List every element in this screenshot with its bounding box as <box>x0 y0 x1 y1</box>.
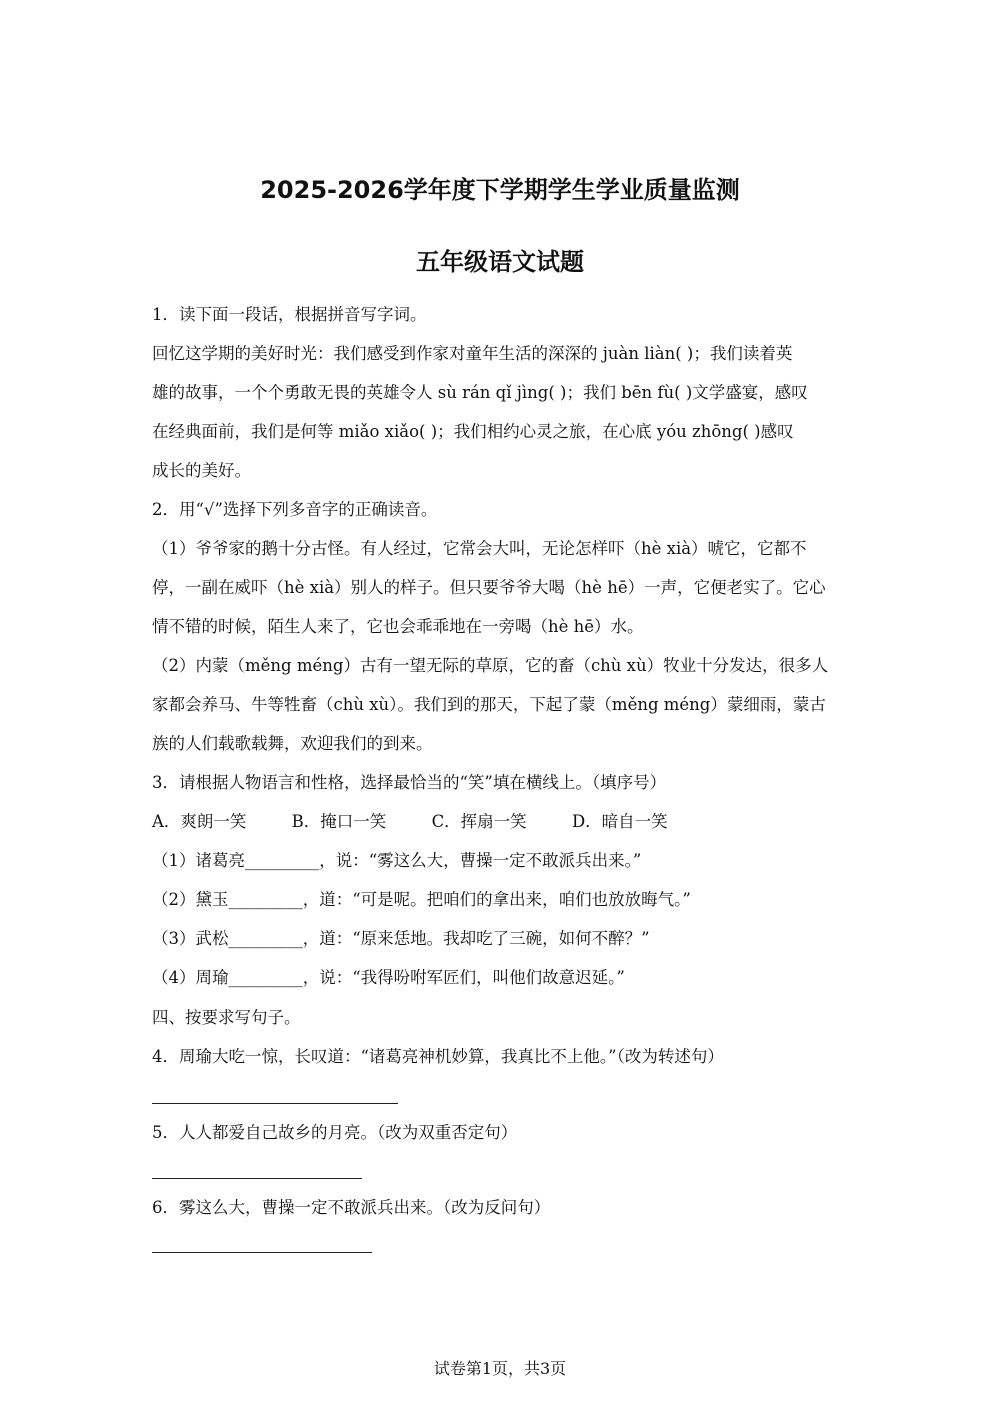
q2-stem: 2．用“√”选择下列多音字的正确读音。 <box>152 500 438 519</box>
exam-title: 2025-2026学年度下学期学生学业质量监测 <box>260 176 740 204</box>
q6-answer-line[interactable] <box>152 1251 372 1253</box>
q2-p1-line-3: 情不错的时候，陌生人来了，它也会乖乖地在一旁喝（hè hē）水。 <box>152 617 644 636</box>
q2-p1-line-1: （1）爷爷家的鹅十分古怪。有人经过，它常会大叫，无论怎样吓（hè xià）唬它，它都不 <box>152 539 807 558</box>
page-footer: 试卷第1页，共3页 <box>433 1359 567 1378</box>
q3-option-b: B．掩口一笑 <box>291 812 387 831</box>
q2-p1-line-2: 停，一副在威吓（hè xià）别人的样子。但只要爷爷大喝（hè hē）一声，它便老实了。它心 <box>152 578 826 597</box>
q3-option-c: C．挥扇一笑 <box>431 812 527 831</box>
q2-p2-line-3: 族的人们载歌载舞，欢迎我们的到来。 <box>152 734 433 753</box>
q3-option-d: D．暗自一笑 <box>571 812 668 831</box>
q3-item-2: （2）黛玉_________，道：“可是呢。把咱们的拿出来，咱们也放放晦气。” <box>152 890 691 909</box>
q4-answer-line[interactable] <box>152 1102 398 1104</box>
q1-line-2: 雄的故事，一个个勇敢无畏的英雄令人 sù rán qǐ jìng( )；我们 bēn fù( )文学盛宴，感叹 <box>152 383 808 402</box>
section-4-heading: 四、按要求写句子。 <box>152 1008 301 1027</box>
q3-item-1: （1）诸葛亮_________，说：“雾这么大，曹操一定不敢派兵出来。” <box>152 851 642 870</box>
q3-option-a: A．爽朗一笑 <box>152 812 247 831</box>
q1-stem: 1．读下面一段话，根据拼音写字词。 <box>152 305 427 324</box>
q5-stem: 5．人人都爱自己故乡的月亮。（改为双重否定句） <box>152 1123 518 1142</box>
q1-line-4: 成长的美好。 <box>152 461 251 480</box>
q1-line-1: 回忆这学期的美好时光：我们感受到作家对童年生活的深深的 juàn liàn( )；我们读着英 <box>152 344 793 363</box>
q3-stem: 3．请根据人物语言和性格，选择最恰当的“笑”填在横线上。（填序号） <box>152 773 667 792</box>
q4-stem: 4．周瑜大吃一惊，长叹道：“诸葛亮神机妙算，我真比不上他。”（改为转述句） <box>152 1047 724 1066</box>
q2-p2-line-1: （2）内蒙（měng méng）古有一望无际的草原，它的畜（chù xù）牧业十分发达，很多人 <box>152 656 829 675</box>
q3-item-4: （4）周瑜_________，说：“我得吩咐军匠们，叫他们故意迟延。” <box>152 968 625 987</box>
q3-item-3: （3）武松_________，道：“原来恁地。我却吃了三碗，如何不醉？” <box>152 929 650 948</box>
q1-line-3: 在经典面前，我们是何等 miǎo xiǎo( )；我们相约心灵之旅，在心底 yóu zhōng( )感叹 <box>152 422 794 441</box>
q3-options <box>152 811 852 833</box>
q6-stem: 6．雾这么大，曹操一定不敢派兵出来。（改为反问句） <box>152 1198 551 1217</box>
q2-p2-line-2: 家都会养马、牛等牲畜（chù xù）。我们到的那天，下起了蒙（měng méng）蒙细雨，蒙古 <box>152 695 826 714</box>
q5-answer-line[interactable] <box>152 1177 362 1179</box>
exam-subtitle: 五年级语文试题 <box>416 248 584 276</box>
